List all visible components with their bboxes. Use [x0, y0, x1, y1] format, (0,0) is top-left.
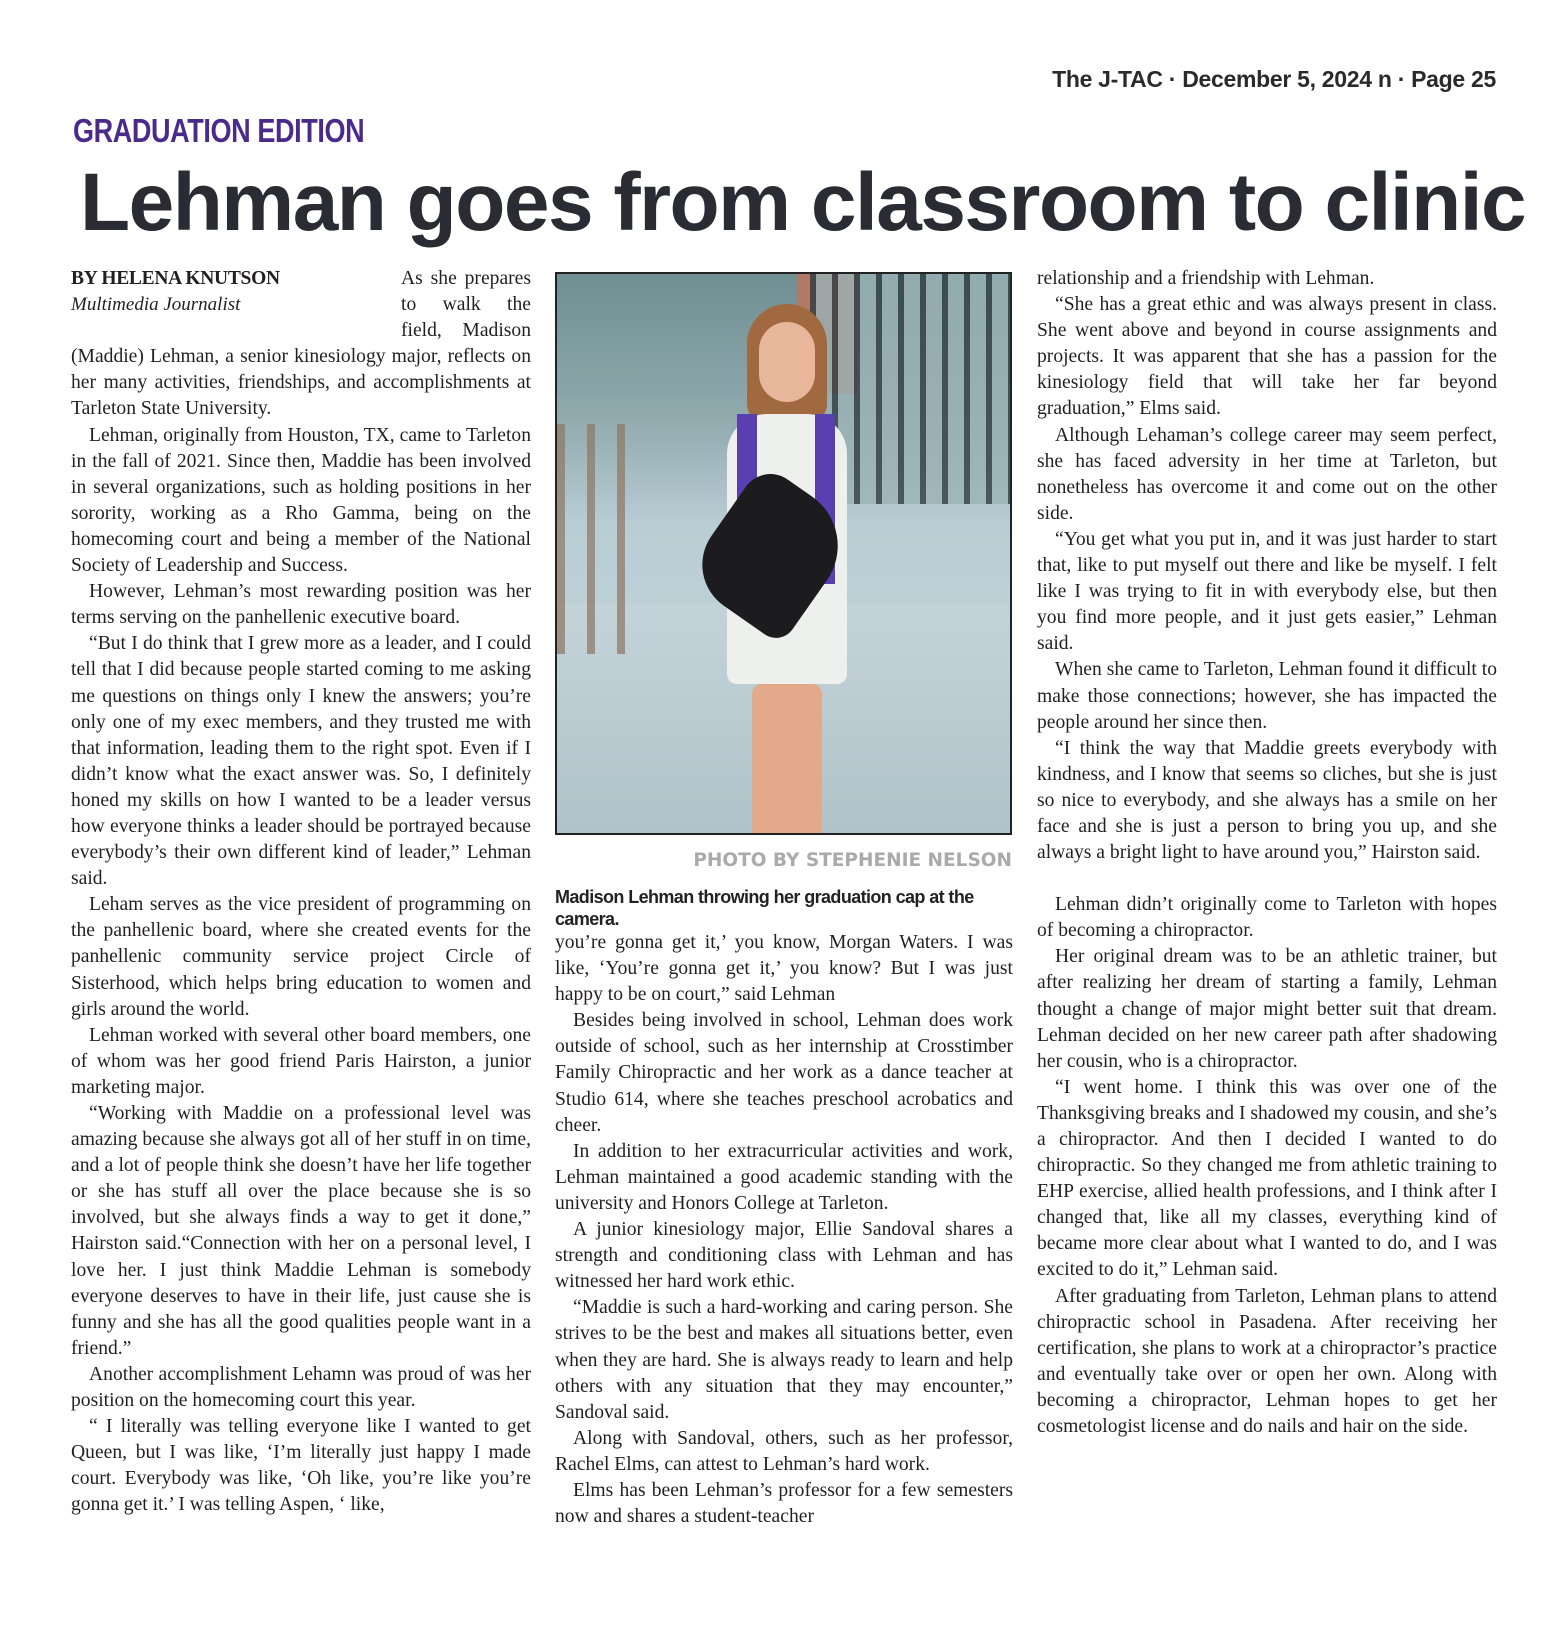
- paragraph: you’re gonna get it,’ you know, Morgan Waters. I was like, ‘You’re gonna get it,’ you know? But I was just happy to be on court,” said Lehman: [555, 932, 1013, 1006]
- page-folio: The J-TAC · December 5, 2024 n · Page 25: [1052, 66, 1496, 92]
- photo-face: [759, 322, 815, 402]
- paragraph: “I went home. I think this was over one of the Thanksgiving breaks and I shadowed my cousin, and she’s a chiropractor. And then I decided I wanted to do chiropractic. So they changed me from athletic training to EHP exercise, allied health professions, and I think after I changed that, like all my classes, everything kind of became more clear about what I wanted to do, and I was excited to do it,” Lehman said.: [1037, 1076, 1497, 1281]
- paragraph: Although Lehaman’s college career may seem perfect, she has faced adversity in her time at Tarleton, but nonetheless has overcome it and come out on the other side.: [1037, 424, 1497, 524]
- paragraph: Her original dream was to be an athletic trainer, but after realizing her dream of starting a family, Lehman thought a change of major might better suit that dream. Lehman decided on her new career path after shadowing her cousin, who is a chiropractor.: [1037, 946, 1497, 1072]
- paragraph: Lehman, originally from Houston, TX, came to Tarleton in the fall of 2021. Since then, Maddie has been involved in several organizations, such as holding positions in her sorority, working as a Rho Gamma, being on the homecoming court and being a member of the National Society of Leadership and Success.: [71, 424, 531, 577]
- headline: Lehman goes from classroom to clinic: [80, 157, 1526, 248]
- paragraph: When she came to Tarleton, Lehman found it difficult to make those connections; however, she has impacted the people around her since then.: [1037, 659, 1497, 733]
- paragraph: In addition to her extracurricular activities and work, Lehman maintained a good academic standing with the university and Honors College at Tarleton.: [555, 1140, 1013, 1214]
- photo-caption: Madison Lehman throwing her graduation cap at the camera.: [555, 887, 974, 929]
- paragraph: “You get what you put in, and it was just harder to start that, like to put myself out there and like be myself. I felt like I was trying to fit in with everybody else, but then you find more people, and it just gets easier,” Lehman said.: [1037, 528, 1497, 655]
- paragraph: Besides being involved in school, Lehman does work outside of school, such as her internship at Crosstimber Family Chiropractic and her work as a dance teacher at Studio 614, where she teaches preschool acrobatics and cheer.: [555, 1010, 1013, 1136]
- paragraph: “ I literally was telling everyone like I wanted to get Queen, but I was like, ‘I’m literally just happy I made court. Everybody was like, ‘Oh like, you’re like you’re gonna get it.’ I was telling Aspen, ‘ like,: [71, 1416, 531, 1516]
- article-column-2: [555, 930, 1013, 1530]
- column-spacer: [1037, 866, 1497, 892]
- paragraph: “I think the way that Maddie greets everybody with kindness, and I know that seems so cliches, but she is just so nice to everybody, and she always has a smile on her face and she is just a person to bring you up, and she always a bright light to have around you,” Hairston said.: [1037, 737, 1497, 864]
- byline: [71, 266, 401, 344]
- paragraph: Lehman didn’t originally come to Tarleton with hopes of becoming a chiropractor.: [1037, 894, 1497, 942]
- paragraph: Another accomplishment Lehamn was proud of was her position on the homecoming court this year.: [71, 1363, 531, 1412]
- paragraph: Lehman worked with several other board members, one of whom was her good friend Paris Hairston, a junior marketing major.: [71, 1024, 531, 1098]
- photo-legs: [752, 684, 822, 835]
- byline-author: BY HELENA KNUTSON: [71, 268, 280, 289]
- photo-railing: [557, 424, 647, 654]
- paragraph: However, Lehman’s most rewarding position was her terms serving on the panhellenic executive board.: [71, 581, 531, 629]
- section-kicker: GRADUATION EDITION: [73, 112, 365, 149]
- photo-credit: PHOTO BY STEPHENIE NELSON: [693, 850, 1012, 871]
- paragraph: relationship and a friendship with Lehman.: [1037, 268, 1375, 289]
- paragraph: Elms has been Lehman’s professor for a few semesters now and shares a student-teacher: [555, 1479, 1013, 1528]
- article-column-1: [71, 266, 531, 1519]
- paragraph: A junior kinesiology major, Ellie Sandoval shares a strength and conditioning class with Lehman and has witnessed her hard work ethic.: [555, 1219, 1013, 1293]
- paragraph: “But I do think that I grew more as a leader, and I could tell that I did because people started coming to me asking me questions on things only I knew the answers; you’re only one of my exec members, and they trusted me with that information, leading them to the right spot. Even if I didn’t know what the exact answer was. So, I definitely honed my skills on how I wanted to be a leader versus how everyone thinks a leader should be portrayed because everybody’s their own different kind of leader,” Lehman said.: [71, 633, 531, 890]
- article-column-3: [1037, 266, 1497, 1440]
- paragraph: Along with Sandoval, others, such as her professor, Rachel Elms, can attest to Lehman’s hard work.: [555, 1427, 1013, 1475]
- article-photo: [555, 272, 1012, 835]
- paragraph: Leham serves as the vice president of programming on the panhellenic board, where she created events for the panhellenic community service project Circle of Sisterhood, which helps bring education to women and girls around the world.: [71, 894, 531, 1020]
- paragraph: After graduating from Tarleton, Lehman plans to attend chiropractic school in Pasadena. After receiving her certification, she plans to work at a chiropractor’s practice and eventually take over or open her own. Along with becoming a chiropractor, Lehman hopes to get her cosmetologist license and do nails and hair on the side.: [1037, 1285, 1497, 1438]
- paragraph: As she prepares to walk the field, Madison (Maddie) Lehman, a senior kinesiology major, reflects on her many activities, friendships, and accomplishments at Tarleton State University.: [71, 268, 531, 420]
- paragraph: “She has a great ethic and was always present in class. She went above and beyond in course assignments and projects. It was apparent that she has a passion for the kinesiology field that will take her far beyond graduation,” Elms said.: [1037, 294, 1497, 420]
- paragraph: “Maddie is such a hard-working and caring person. She strives to be the best and makes all situations better, even when they are hard. She is always ready to learn and help others with any situation that they may encounter,” Sandoval said.: [555, 1297, 1013, 1423]
- paragraph: “Working with Maddie on a professional level was amazing because she always got all of her stuff in on time, and a lot of people think she doesn’t have her life together or she has stuff all over the place because she is so involved, but she always finds a way to get it done,” Hairston said.“Connection with her on a personal level, I love her. I just think Maddie Lehman is somebody everyone deserves to have in their life, just cause she is funny and she has all the good qualities people want in a friend.”: [71, 1103, 531, 1359]
- byline-role: Multimedia Journalist: [71, 294, 241, 316]
